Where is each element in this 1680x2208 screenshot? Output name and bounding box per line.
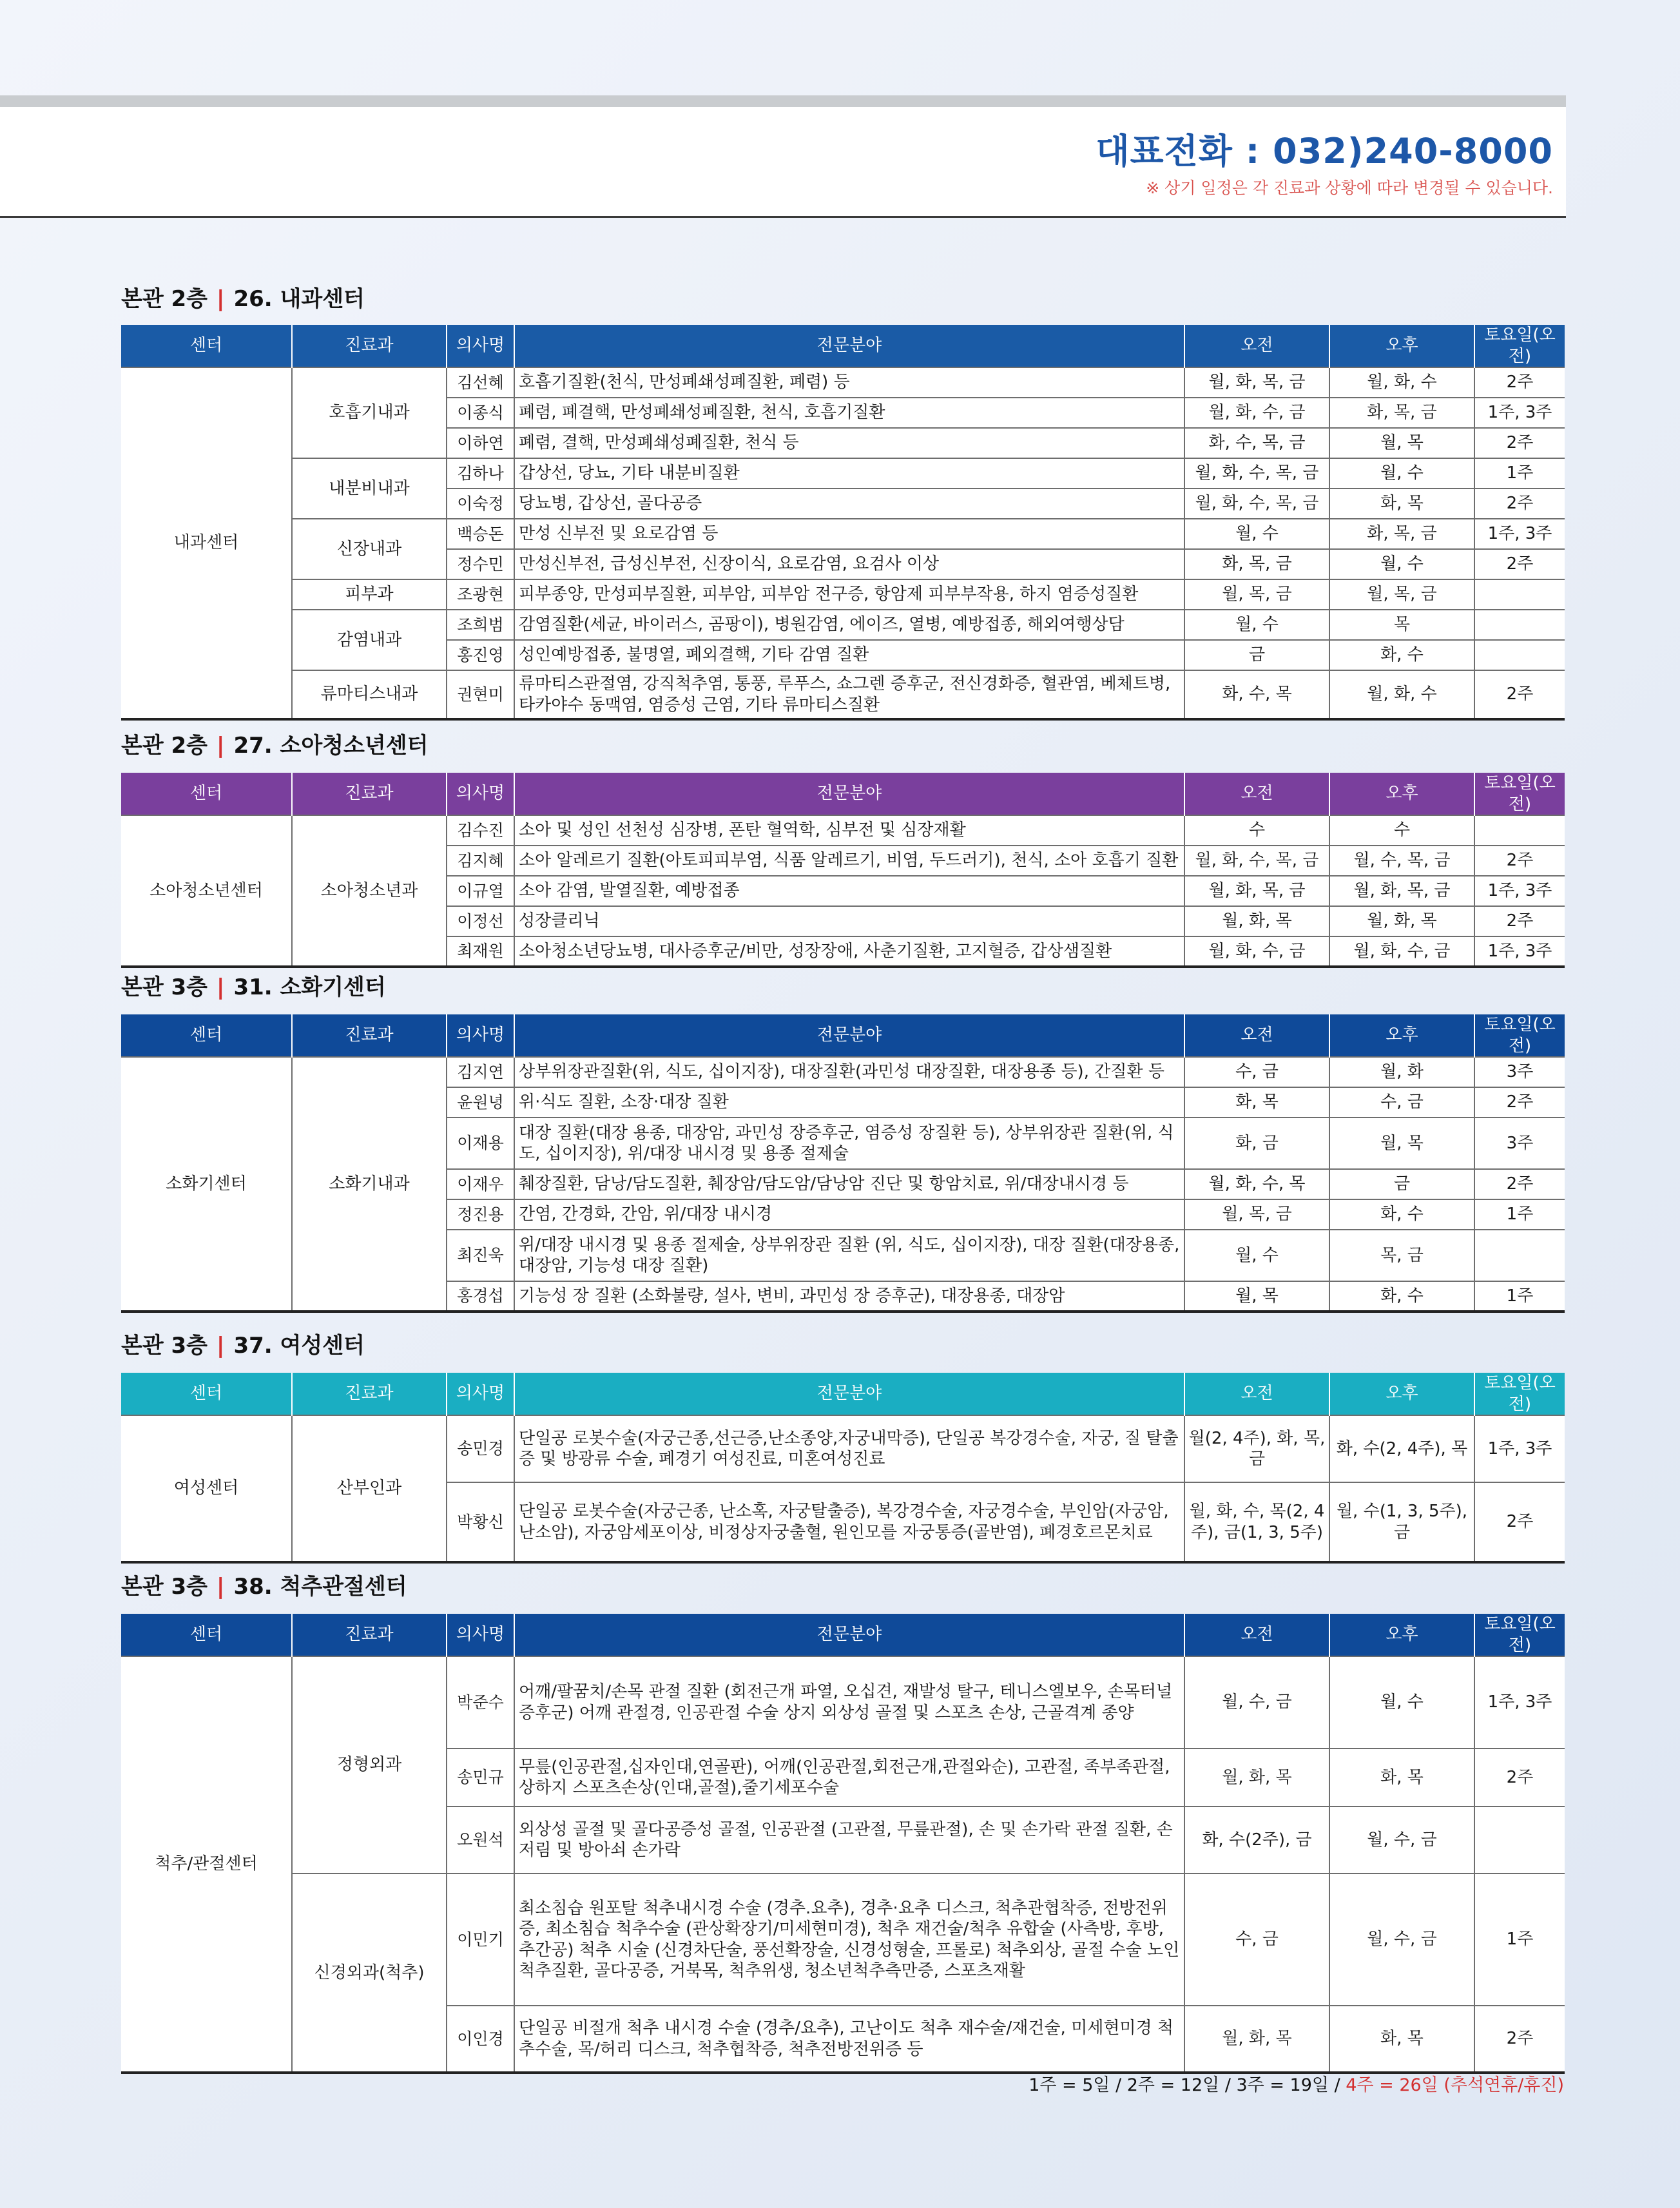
specialty-cell: 췌장질환, 담낭/담도질환, 췌장암/담도암/담낭암 진단 및 항암치료, 위/대장내시경 등: [514, 1169, 1184, 1199]
morning-cell: 화, 수(2주), 금: [1184, 1806, 1329, 1874]
doctor-name-cell: 김지연: [447, 1057, 514, 1087]
morning-cell: 수: [1184, 815, 1329, 846]
column-header: 토요일(오전): [1474, 1373, 1565, 1415]
specialty-cell: 소아청소년당뇨병, 대사증후군/비만, 성장장애, 사춘기질환, 고지혈증, 갑상샘질환: [514, 936, 1184, 967]
saturday-cell: 2주: [1474, 906, 1565, 936]
doctor-name-cell: 이정선: [447, 906, 514, 936]
center-cell: 여성센터: [121, 1415, 292, 1562]
column-header: 토요일(오전): [1474, 325, 1565, 367]
doctor-name-cell: 조희범: [447, 610, 514, 640]
afternoon-cell: 월, 수, 금: [1329, 1874, 1474, 2006]
section-floor: 본관 2층: [121, 733, 208, 759]
section-title: [121, 728, 428, 759]
schedule-table: [121, 1014, 1565, 1313]
section-floor: 본관 2층: [121, 286, 208, 312]
column-header: 진료과: [292, 325, 447, 367]
morning-cell: 월, 화, 수, 금: [1184, 936, 1329, 967]
table-row: [121, 815, 1565, 846]
morning-cell: 월, 화, 수, 목, 금: [1184, 846, 1329, 876]
doctor-name-cell: 이하연: [447, 428, 514, 458]
morning-cell: 월, 화, 목: [1184, 1748, 1329, 1806]
column-header: 오후: [1329, 1614, 1474, 1656]
column-header: 의사명: [447, 1014, 514, 1057]
afternoon-cell: 월, 화, 수: [1329, 367, 1474, 398]
afternoon-cell: 수: [1329, 815, 1474, 846]
saturday-cell: 3주: [1474, 1118, 1565, 1169]
legend-weeks: 1주 = 5일 / 2주 = 12일 / 3주 = 19일 /: [1028, 2075, 1346, 2095]
saturday-cell: 2주: [1474, 1482, 1565, 1562]
section-floor: 본관 3층: [121, 974, 208, 1000]
column-header: 오전: [1184, 1014, 1329, 1057]
column-header: 진료과: [292, 773, 447, 815]
morning-cell: 월, 화, 목, 금: [1184, 367, 1329, 398]
saturday-cell: 2주: [1474, 846, 1565, 876]
main-phone-number: 대표전화 : 032)240-8000: [1096, 131, 1553, 171]
specialty-cell: 갑상선, 당뇨, 기타 내분비질환: [514, 458, 1184, 489]
column-header: 센터: [121, 325, 292, 367]
page-header: [0, 107, 1566, 218]
column-header: 오후: [1329, 1373, 1474, 1415]
saturday-week-legend: [1028, 2071, 1564, 2096]
specialty-cell: 상부위장관질환(위, 식도, 십이지장), 대장질환(과민성 대장질환, 대장용종 등), 간질환 등: [514, 1057, 1184, 1087]
morning-cell: 월, 목, 금: [1184, 1199, 1329, 1230]
column-header: 오후: [1329, 1014, 1474, 1057]
doctor-name-cell: 이종식: [447, 398, 514, 428]
title-divider: |: [217, 1574, 225, 1600]
afternoon-cell: 월, 목, 금: [1329, 579, 1474, 610]
morning-cell: 화, 수, 목: [1184, 670, 1329, 719]
morning-cell: 월, 화, 수, 목, 금: [1184, 458, 1329, 489]
saturday-cell: 2주: [1474, 1748, 1565, 1806]
morning-cell: 월, 화, 목: [1184, 2006, 1329, 2073]
saturday-cell: [1474, 579, 1565, 610]
morning-cell: 월, 화, 목: [1184, 906, 1329, 936]
saturday-cell: 2주: [1474, 1169, 1565, 1199]
afternoon-cell: 월, 수: [1329, 458, 1474, 489]
specialty-cell: 단일공 로봇수술(자궁근종, 난소혹, 자궁탈출증), 복강경수술, 자궁경수술, 부인암(자궁암, 난소암), 자궁암세포이상, 비정상자궁출혈, 원인모를 자궁통증(골반염), 폐경호르몬치료: [514, 1482, 1184, 1562]
table-row: [121, 519, 1565, 549]
specialty-cell: 위·식도 질환, 소장·대장 질환: [514, 1087, 1184, 1118]
specialty-cell: 호흡기질환(천식, 만성폐쇄성폐질환, 폐렴) 등: [514, 367, 1184, 398]
section-name: 38. 척추관절센터: [233, 1574, 407, 1600]
doctor-name-cell: 이숙정: [447, 489, 514, 519]
afternoon-cell: 수, 금: [1329, 1087, 1474, 1118]
table-header-row: [121, 1614, 1565, 1656]
saturday-cell: 1주, 3주: [1474, 519, 1565, 549]
doctor-name-cell: 이규열: [447, 876, 514, 906]
department-cell: 호흡기내과: [292, 367, 447, 458]
saturday-cell: 1주, 3주: [1474, 936, 1565, 967]
doctor-name-cell: 조광현: [447, 579, 514, 610]
column-header: 진료과: [292, 1614, 447, 1656]
doctor-name-cell: 정진용: [447, 1199, 514, 1230]
afternoon-cell: 금: [1329, 1169, 1474, 1199]
doctor-name-cell: 박황신: [447, 1482, 514, 1562]
afternoon-cell: 화, 목, 금: [1329, 398, 1474, 428]
saturday-cell: 1주: [1474, 1281, 1565, 1312]
column-header: 의사명: [447, 325, 514, 367]
column-header: 센터: [121, 773, 292, 815]
afternoon-cell: 목: [1329, 610, 1474, 640]
column-header: 전문분야: [514, 773, 1184, 815]
saturday-cell: [1474, 610, 1565, 640]
table-row: [121, 579, 1565, 610]
department-cell: 신경외과(척추): [292, 1874, 447, 2073]
afternoon-cell: 화, 목: [1329, 2006, 1474, 2073]
column-header: 의사명: [447, 773, 514, 815]
section-title: [121, 1569, 407, 1600]
table-row: [121, 610, 1565, 640]
column-header: 센터: [121, 1014, 292, 1057]
specialty-cell: 소아 감염, 발열질환, 예방접종: [514, 876, 1184, 906]
schedule-table: [121, 1373, 1565, 1564]
afternoon-cell: 월, 화, 수: [1329, 670, 1474, 719]
department-cell: 감염내과: [292, 610, 447, 670]
specialty-cell: 성인예방접종, 불명열, 폐외결핵, 기타 감염 질환: [514, 640, 1184, 670]
morning-cell: 수, 금: [1184, 1874, 1329, 2006]
afternoon-cell: 월, 화, 수, 금: [1329, 936, 1474, 967]
table-header-row: [121, 1373, 1565, 1415]
table-row: [121, 670, 1565, 719]
doctor-name-cell: 오원석: [447, 1806, 514, 1874]
morning-cell: 월, 수, 금: [1184, 1656, 1329, 1748]
table-row: [121, 1874, 1565, 2006]
center-cell: 소화기센터: [121, 1057, 292, 1312]
morning-cell: 화, 목, 금: [1184, 549, 1329, 579]
top-accent-bar: [0, 95, 1566, 107]
saturday-cell: 1주, 3주: [1474, 398, 1565, 428]
table-row: [121, 1656, 1565, 1748]
department-cell: 신장내과: [292, 519, 447, 579]
section-name: 31. 소화기센터: [233, 974, 386, 1000]
saturday-cell: 2주: [1474, 1087, 1565, 1118]
schedule-table: [121, 325, 1565, 721]
afternoon-cell: 화, 목, 금: [1329, 519, 1474, 549]
department-cell: 산부인과: [292, 1415, 447, 1562]
saturday-cell: [1474, 815, 1565, 846]
column-header: 오전: [1184, 1373, 1329, 1415]
morning-cell: 월, 수: [1184, 519, 1329, 549]
department-cell: 류마티스내과: [292, 670, 447, 719]
doctor-name-cell: 김수진: [447, 815, 514, 846]
saturday-cell: 2주: [1474, 670, 1565, 719]
section-floor: 본관 3층: [121, 1333, 208, 1359]
table-row: [121, 1057, 1565, 1087]
section-title: [121, 969, 386, 1001]
saturday-cell: 2주: [1474, 549, 1565, 579]
column-header: 전문분야: [514, 1014, 1184, 1057]
doctor-name-cell: 권현미: [447, 670, 514, 719]
saturday-cell: 2주: [1474, 489, 1565, 519]
specialty-cell: 어깨/팔꿈치/손목 관절 질환 (회전근개 파열, 오십견, 재발성 탈구, 테니스엘보우, 손목터널증후군) 어깨 관절경, 인공관절 수술 상지 외상성 골절 및 스포츠 손상, 근골격계 종양: [514, 1656, 1184, 1748]
column-header: 센터: [121, 1373, 292, 1415]
specialty-cell: 만성신부전, 급성신부전, 신장이식, 요로감염, 요검사 이상: [514, 549, 1184, 579]
doctor-name-cell: 송민경: [447, 1415, 514, 1482]
doctor-name-cell: 윤원녕: [447, 1087, 514, 1118]
table-header-row: [121, 773, 1565, 815]
center-cell: 내과센터: [121, 367, 292, 719]
doctor-name-cell: 송민규: [447, 1748, 514, 1806]
column-header: 의사명: [447, 1614, 514, 1656]
center-cell: 척추/관절센터: [121, 1656, 292, 2073]
specialty-cell: 최소침습 원포탈 척추내시경 수술 (경추.요추), 경추·요추 디스크, 척추관협착증, 전방전위증, 최소침습 척추수술 (관상확장기/미세현미경), 척추 재건술/척추 유합술 (사측방, 후방, 추간공) 척추 시술 (신경차단술, 풍선확장술, 신경성형술, 프롤로) 척추외상, 골절 수술 노인척추질환, 골다공증, 거북목, 척추위생, 청소년척추측만증, 스포츠재활: [514, 1874, 1184, 2006]
specialty-cell: 외상성 골절 및 골다공증성 골절, 인공관절 (고관절, 무릎관절), 손 및 손가락 관절 질환, 손저림 및 방아쇠 손가락: [514, 1806, 1184, 1874]
department-cell: 정형외과: [292, 1656, 447, 1874]
saturday-cell: 1주, 3주: [1474, 876, 1565, 906]
table-row: [121, 458, 1565, 489]
doctor-name-cell: 정수민: [447, 549, 514, 579]
column-header: 전문분야: [514, 1614, 1184, 1656]
saturday-cell: 1주, 3주: [1474, 1415, 1565, 1482]
table-header-row: [121, 1014, 1565, 1057]
department-cell: 소아청소년과: [292, 815, 447, 967]
afternoon-cell: 월, 수, 금: [1329, 1806, 1474, 1874]
specialty-cell: 간염, 간경화, 간암, 위/대장 내시경: [514, 1199, 1184, 1230]
afternoon-cell: 월, 수, 목, 금: [1329, 846, 1474, 876]
schedule-change-notice: ※ 상기 일정은 각 진료과 상황에 따라 변경될 수 있습니다.: [1146, 179, 1553, 197]
saturday-cell: 1주: [1474, 1199, 1565, 1230]
doctor-name-cell: 이재용: [447, 1118, 514, 1169]
specialty-cell: 폐렴, 결핵, 만성폐쇄성폐질환, 천식 등: [514, 428, 1184, 458]
morning-cell: 금: [1184, 640, 1329, 670]
specialty-cell: 피부종양, 만성피부질환, 피부암, 피부암 전구증, 항암제 피부부작용, 하지 염증성질환: [514, 579, 1184, 610]
morning-cell: 월, 수: [1184, 1230, 1329, 1281]
column-header: 오전: [1184, 773, 1329, 815]
doctor-name-cell: 홍진영: [447, 640, 514, 670]
saturday-cell: [1474, 640, 1565, 670]
morning-cell: 월, 화, 수, 목(2, 4주), 금(1, 3, 5주): [1184, 1482, 1329, 1562]
specialty-cell: 소아 알레르기 질환(아토피피부염, 식품 알레르기, 비염, 두드러기), 천식, 소아 호흡기 질환: [514, 846, 1184, 876]
doctor-name-cell: 김지혜: [447, 846, 514, 876]
morning-cell: 화, 금: [1184, 1118, 1329, 1169]
specialty-cell: 단일공 비절개 척추 내시경 수술 (경추/요추), 고난이도 척추 재수술/재건술, 미세현미경 척추수술, 목/허리 디스크, 척추협착증, 척추전방전위증 등: [514, 2006, 1184, 2073]
title-divider: |: [217, 974, 225, 1000]
column-header: 의사명: [447, 1373, 514, 1415]
morning-cell: 월, 목, 금: [1184, 579, 1329, 610]
doctor-name-cell: 이민기: [447, 1874, 514, 2006]
specialty-cell: 성장클리닉: [514, 906, 1184, 936]
saturday-cell: 1주, 3주: [1474, 1656, 1565, 1748]
legend-holiday: 4주 = 26일 (추석연휴/휴진): [1346, 2075, 1564, 2095]
saturday-cell: [1474, 1806, 1565, 1874]
department-cell: 피부과: [292, 579, 447, 610]
specialty-cell: 무릎(인공관절,십자인대,연골판), 어깨(인공관절,회전근개,관절와순), 고관절, 족부족관절, 상하지 스포츠손상(인대,골절),줄기세포수술: [514, 1748, 1184, 1806]
column-header: 오후: [1329, 773, 1474, 815]
morning-cell: 화, 수, 목, 금: [1184, 428, 1329, 458]
specialty-cell: 폐렴, 폐결핵, 만성폐쇄성폐질환, 천식, 호흡기질환: [514, 398, 1184, 428]
morning-cell: 월, 화, 목, 금: [1184, 876, 1329, 906]
title-divider: |: [217, 286, 225, 312]
section-title: [121, 281, 365, 313]
doctor-name-cell: 최진욱: [447, 1230, 514, 1281]
table-row: [121, 1415, 1565, 1482]
department-cell: 소화기내과: [292, 1057, 447, 1312]
afternoon-cell: 월, 목: [1329, 428, 1474, 458]
specialty-cell: 기능성 장 질환 (소화불량, 설사, 변비, 과민성 장 증후군), 대장용종, 대장암: [514, 1281, 1184, 1312]
saturday-cell: 1주: [1474, 458, 1565, 489]
doctor-name-cell: 홍경섭: [447, 1281, 514, 1312]
specialty-cell: 류마티스관절염, 강직척추염, 통풍, 루푸스, 쇼그렌 증후군, 전신경화증, 혈관염, 베체트병, 타카야수 동맥염, 염증성 근염, 기타 류마티스질환: [514, 670, 1184, 719]
saturday-cell: 2주: [1474, 2006, 1565, 2073]
saturday-cell: 2주: [1474, 428, 1565, 458]
specialty-cell: 당뇨병, 갑상선, 골다공증: [514, 489, 1184, 519]
afternoon-cell: 화, 목: [1329, 489, 1474, 519]
doctor-name-cell: 백승돈: [447, 519, 514, 549]
afternoon-cell: 월, 목: [1329, 1118, 1474, 1169]
specialty-cell: 대장 질환(대장 용종, 대장암, 과민성 장증후군, 염증성 장질환 등), 상부위장관 질환(위, 식도, 십이지장), 위/대장 내시경 및 용종 절제술: [514, 1118, 1184, 1169]
afternoon-cell: 목, 금: [1329, 1230, 1474, 1281]
afternoon-cell: 화, 수: [1329, 640, 1474, 670]
department-cell: 내분비내과: [292, 458, 447, 519]
schedule-table: [121, 1614, 1565, 2074]
column-header: 센터: [121, 1614, 292, 1656]
doctor-name-cell: 이재우: [447, 1169, 514, 1199]
specialty-cell: 만성 신부전 및 요로감염 등: [514, 519, 1184, 549]
specialty-cell: 소아 및 성인 선천성 심장병, 폰탄 혈역학, 심부전 및 심장재활: [514, 815, 1184, 846]
section-name: 37. 여성센터: [233, 1333, 365, 1359]
table-row: [121, 367, 1565, 398]
afternoon-cell: 화, 수(2, 4주), 목: [1329, 1415, 1474, 1482]
specialty-cell: 위/대장 내시경 및 용종 절제술, 상부위장관 질환 (위, 식도, 십이지장), 대장 질환(대장용종, 대장암, 기능성 대장 질환): [514, 1230, 1184, 1281]
section-title: [121, 1328, 365, 1359]
section-floor: 본관 3층: [121, 1574, 208, 1600]
doctor-name-cell: 김하나: [447, 458, 514, 489]
column-header: 진료과: [292, 1014, 447, 1057]
specialty-cell: 감염질환(세균, 바이러스, 곰팡이), 병원감염, 에이즈, 열병, 예방접종, 해외여행상담: [514, 610, 1184, 640]
column-header: 오전: [1184, 1614, 1329, 1656]
saturday-cell: [1474, 1230, 1565, 1281]
doctor-name-cell: 이인경: [447, 2006, 514, 2073]
morning-cell: 수, 금: [1184, 1057, 1329, 1087]
afternoon-cell: 월, 화: [1329, 1057, 1474, 1087]
column-header: 전문분야: [514, 325, 1184, 367]
morning-cell: 월, 목: [1184, 1281, 1329, 1312]
saturday-cell: 1주: [1474, 1874, 1565, 2006]
morning-cell: 월, 화, 수, 목: [1184, 1169, 1329, 1199]
section-name: 27. 소아청소년센터: [233, 733, 429, 759]
column-header: 토요일(오전): [1474, 773, 1565, 815]
doctor-name-cell: 박준수: [447, 1656, 514, 1748]
morning-cell: 월(2, 4주), 화, 목, 금: [1184, 1415, 1329, 1482]
center-cell: 소아청소년센터: [121, 815, 292, 967]
table-header-row: [121, 325, 1565, 367]
doctor-name-cell: 최재원: [447, 936, 514, 967]
column-header: 진료과: [292, 1373, 447, 1415]
column-header: 전문분야: [514, 1373, 1184, 1415]
afternoon-cell: 월, 화, 목, 금: [1329, 876, 1474, 906]
doctor-name-cell: 김선혜: [447, 367, 514, 398]
schedule-table: [121, 773, 1565, 968]
section-name: 26. 내과센터: [233, 286, 365, 312]
specialty-cell: 단일공 로봇수술(자궁근종,선근증,난소종양,자궁내막증), 단일공 복강경수술, 자궁, 질 탈출증 및 방광류 수술, 폐경기 여성진료, 미혼여성진료: [514, 1415, 1184, 1482]
title-divider: |: [217, 733, 225, 759]
morning-cell: 화, 목: [1184, 1087, 1329, 1118]
column-header: 오후: [1329, 325, 1474, 367]
afternoon-cell: 월, 수: [1329, 1656, 1474, 1748]
saturday-cell: 3주: [1474, 1057, 1565, 1087]
afternoon-cell: 월, 수(1, 3, 5주), 금: [1329, 1482, 1474, 1562]
afternoon-cell: 화, 수: [1329, 1281, 1474, 1312]
afternoon-cell: 화, 수: [1329, 1199, 1474, 1230]
afternoon-cell: 월, 수: [1329, 549, 1474, 579]
morning-cell: 월, 화, 수, 목, 금: [1184, 489, 1329, 519]
morning-cell: 월, 화, 수, 금: [1184, 398, 1329, 428]
afternoon-cell: 화, 목: [1329, 1748, 1474, 1806]
column-header: 토요일(오전): [1474, 1014, 1565, 1057]
column-header: 오전: [1184, 325, 1329, 367]
morning-cell: 월, 수: [1184, 610, 1329, 640]
column-header: 토요일(오전): [1474, 1614, 1565, 1656]
title-divider: |: [217, 1333, 225, 1359]
saturday-cell: 2주: [1474, 367, 1565, 398]
afternoon-cell: 월, 화, 목: [1329, 906, 1474, 936]
